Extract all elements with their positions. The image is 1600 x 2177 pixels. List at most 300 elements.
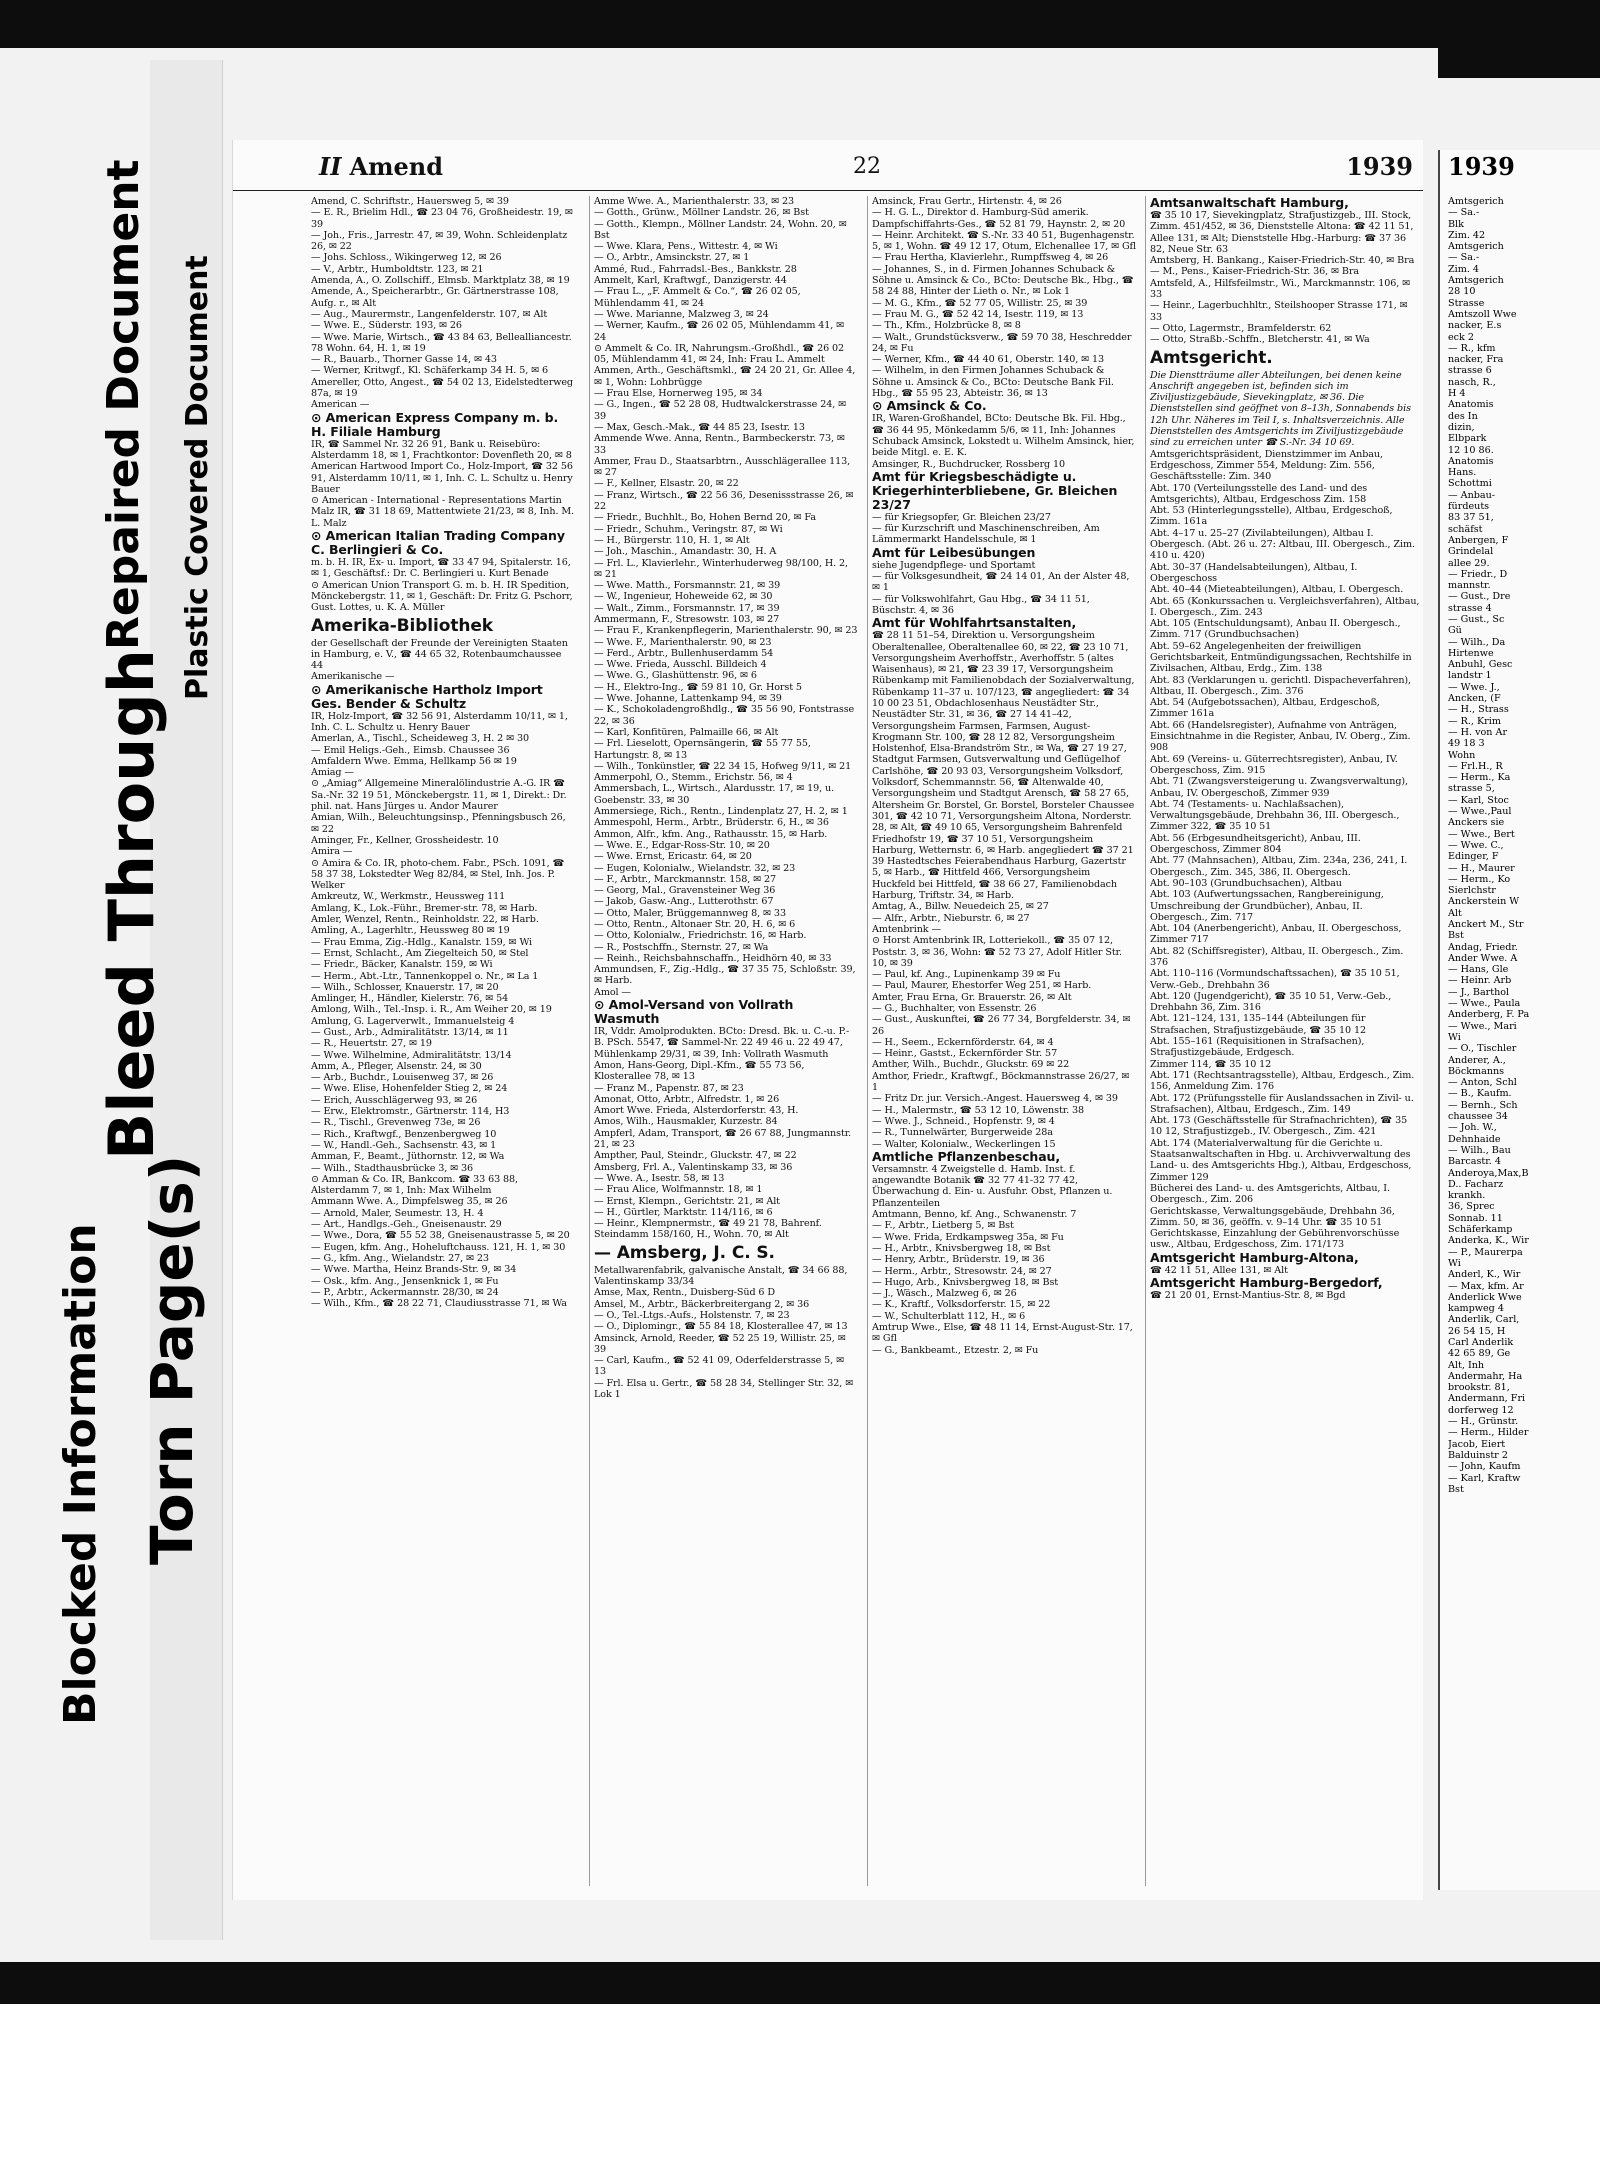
directory-entry: — Joh., Maschin., Amandastr. 30, H. A	[594, 546, 777, 558]
directory-entry: American Hartwood Import Co., Holz-Import, ☎ 32 56 91, Alsterdamm 10/11, ✉ 1, Inh. C. L. Schultz u. Henry Bauer	[311, 461, 573, 495]
page-year: 1939	[1346, 152, 1413, 181]
directory-entry: siehe Jugendpflege- und Sportamt	[872, 559, 1036, 571]
adjacent-page-line: Amtsgerich	[1448, 196, 1504, 207]
directory-entry: Amerikanische —	[311, 671, 395, 683]
adjacent-page-line: krankh.	[1448, 1190, 1486, 1202]
directory-entry: Abt. 170 (Verteilungsstelle des Land- und des Amtsgerichts), Altbau, Erdgeschoss Zim. 158	[1150, 482, 1368, 505]
directory-entry: Abt. 171 (Rechtsantragsstelle), Altbau, Erdgesch., Zim. 156, Anmeldung Zim. 176	[1150, 1069, 1415, 1093]
directory-entry: — Wwe. Marie, Wirtsch., ☎ 43 84 63, Bellealliancestr. 78 Wohn. 64, H. 1, ✉ 19	[311, 331, 572, 354]
directory-entry: — Aug., Maurermstr., Langenfelderstr. 107, ✉ Alt	[311, 308, 548, 320]
adjacent-page-line: Hirtenwe	[1448, 647, 1494, 659]
directory-entry: — Wwe. G., Glashüttenstr. 96, ✉ 6	[594, 670, 757, 682]
directory-entry: — Eugen, kfm. Ang., Hoheluftchauss. 121, H. 1, ✉ 30	[311, 1241, 566, 1253]
directory-entry: ⊙ Amman & Co. IR, Bankcom. ☎ 33 63 88, Alsterdamm 7, ✉ 1, Inh: Max Wilhelm	[311, 1173, 518, 1197]
directory-entry: Ampferl, Adam, Transport, ☎ 26 67 88, Jungmannstr. 21, ✉ 23	[594, 1127, 852, 1151]
directory-entry: — Wwe. Martha, Heinz Brands-Str. 9, ✉ 34	[311, 1264, 517, 1276]
directory-entry: Amfaldern Wwe. Emma, Hellkamp 56 ✉ 19	[311, 755, 517, 767]
directory-entry: — G., Bankbeamt., Etzestr. 2, ✉ Fu	[872, 1344, 1039, 1356]
adjacent-page-line: fürdeuts	[1448, 501, 1490, 513]
directory-entry: Abt. 103 (Aufwertungssachen, Rangbereinigung, Umschreibung der Grundbücher), Anbau, II. Obergesch., Zim. 717	[1150, 889, 1384, 923]
adjacent-page-line: — Herm., Ka	[1448, 772, 1511, 784]
directory-entry: — Arnold, Maler, Seumestr. 13, H. 4	[311, 1207, 484, 1219]
directory-entry: Gerichtskasse, Verwaltungsgebäude, Drehbahn 36, Zimm. 50, ✉ 36, geöffn. v. 9–14 Uhr. ☎ 35 10 51	[1150, 1205, 1395, 1228]
directory-entry: — Karl, Konfitüren, Palmaille 66, ✉ Alt	[594, 726, 779, 738]
directory-entry: Amereller, Otto, Angest., ☎ 54 02 13, Eidelstedterweg 87a, ✉ 19	[311, 376, 573, 400]
directory-entry: — Herm., Abt.-Ltr., Tannenkoppel o. Nr., ✉ La 1	[311, 970, 539, 982]
adjacent-page-line: Edinger, F	[1448, 851, 1499, 863]
directory-entry: Abt. 83 (Verklarungen u. gerichtl. Dispacheverfahren), Altbau, II. Obergesch., Zim. 376	[1150, 674, 1411, 697]
directory-entry: — J., Wäsch., Malzweg 6, ✉ 26	[872, 1288, 1017, 1300]
adjacent-page-line: Schottmi	[1448, 478, 1492, 490]
label-torn-pages: Torn Page(s)	[138, 1154, 206, 1565]
directory-entry: — H. G. L., Direktor d. Hamburg-Süd amerik. Dampfschiffahrts-Ges., ☎ 52 81 79, Haynstr. 2, ✉ 20	[872, 207, 1126, 230]
directory-entry: Abt. 121–124, 131, 135–144 (Abteilungen für Strafsachen, Strafjustizgebäude, ☎ 35 10 12	[1150, 1013, 1366, 1036]
adjacent-page-line: Anckert M., Str	[1448, 919, 1524, 930]
adjacent-page-line: Schäferkamp	[1448, 1224, 1513, 1236]
adjacent-page-line: Carl Anderlik	[1448, 1336, 1514, 1348]
directory-entry: ⊙ Amsinck & Co.	[872, 398, 987, 414]
directory-entry: — Art., Handlgs.-Geh., Gneisenaustr. 29	[311, 1219, 502, 1231]
directory-entry: — H., Bürgerstr. 110, H. 1, ✉ Alt	[594, 534, 750, 546]
directory-entry: Abt. 120 (Jugendgericht), ☎ 35 10 51, Verw.-Geb., Drehbahn 36, Zim. 316	[1150, 990, 1392, 1014]
directory-entry: Amler, Wenzel, Rentn., Reinholdstr. 22, ✉ Harb.	[311, 914, 539, 926]
adjacent-page-line: des In	[1448, 410, 1478, 422]
directory-entry: American —	[311, 399, 370, 411]
directory-entry: Amter, Frau Erna, Gr. Brauerstr. 26, ✉ Alt	[872, 991, 1072, 1003]
label-bleed-through: Bleed Through	[95, 649, 168, 1160]
directory-entry: Abt. 173 (Geschäftsstelle für Strafnachrichten), ☎ 35 10 12, Strafjustizgeb., IV. Obergesch., Zim. 421	[1150, 1115, 1408, 1138]
adjacent-page-line: H 4	[1448, 388, 1466, 400]
directory-entry: — E. R., Brielim Hdl., ☎ 23 04 76, Großheidestr. 19, ✉ 39	[311, 207, 573, 230]
adjacent-page-line: — Wwe.,Paul	[1448, 806, 1512, 818]
directory-entry: Abt. 90–103 (Grundbuchsachen), Altbau	[1150, 877, 1342, 889]
adjacent-page-line: strasse 5,	[1448, 783, 1495, 795]
directory-entry: Abt. 172 (Prüfungsstelle für Auslandssachen in Zivil- u. Strafsachen), Altbau, Erdgesch., Zim. 149	[1150, 1092, 1414, 1115]
adjacent-page-line: 42 65 89, Ge	[1448, 1348, 1511, 1360]
adjacent-page-line: Sierlchstr	[1448, 885, 1496, 897]
column-1	[311, 196, 575, 1886]
adjacent-page-line: Barcastr. 4	[1448, 1156, 1501, 1168]
directory-entry: Amon, Hans-Georg, Dipl.-Kfm., ☎ 55 73 56, Klosterallee 78, ✉ 13	[594, 1059, 805, 1083]
directory-entry: — H., Seem., Eckernförderstr. 64, ✉ 4	[872, 1036, 1054, 1048]
adjacent-page-column	[1448, 196, 1600, 1886]
directory-entry: — Gotth., Klempn., Möllner Landstr. 24, Wohn. 20, ✉ Bst	[594, 218, 847, 241]
directory-entry: Abt. 77 (Mahnsachen), Altbau, Zim. 234a, 236, 241, I. Obergesch., Zim. 345, 386, II. Obergesch.	[1150, 855, 1408, 878]
directory-entry: — für Volksgesundheit, ☎ 24 14 01, An der Alster 48, ✉ 1	[872, 571, 1130, 594]
directory-entry: — V., Arbtr., Humboldtstr. 123, ✉ 21	[311, 263, 484, 275]
directory-entry: — Eugen, Kolonialw., Wielandstr. 32, ✉ 23	[594, 862, 796, 874]
adjacent-page-line: — Heinr. Arb	[1448, 975, 1512, 987]
directory-entry: Abt. 82 (Schiffsregister), Altbau, II. Obergesch., Zim. 376	[1150, 945, 1404, 968]
directory-entry: — Friedr., Schuhm., Veringstr. 87, ✉ Wi	[594, 523, 783, 535]
directory-entry: — Th., Kfm., Holzbrücke 8, ✉ 8	[872, 320, 1021, 332]
adjacent-page-line: strasse 4	[1448, 602, 1492, 614]
directory-entry: — Werner, Kfm., ☎ 44 40 61, Oberstr. 140, ✉ 13	[872, 354, 1105, 366]
label-blocked-information: Blocked Information	[55, 1223, 106, 1725]
directory-entry: — O., Arbtr., Amsinckstr. 27, ✉ 1	[594, 252, 750, 264]
directory-entry: — Franz M., Papenstr. 87, ✉ 23	[594, 1082, 744, 1094]
adjacent-page-line: 83 37 51,	[1448, 512, 1494, 524]
directory-entry: — Georg, Mal., Gravensteiner Weg 36	[594, 885, 776, 897]
directory-entry: Die Dienstträume aller Abteilungen, bei denen keine Anschrift angegeben ist, befinden sich im Ziviljustizgebäude, Sievekingplatz, ✉ 36. Die Dienststellen sind geöffnet von 8–13h, Sonnabends bis 12h Uhr. Näheres im Teil I, s. Inhaltsverzeichnis. Alle Dienststellen des Amtsgerichts im Ziviljustizgebäude sind zu erreichen unter ☎ S.-Nr. 34 10 69.	[1150, 369, 1411, 449]
directory-page	[232, 140, 1423, 1900]
directory-entry: Abt. 59–62 Angelegenheiten der freiwilligen Gerichtsbarkeit, Entmündigungssachen, Rechtshilfe in Zivilsachen, Altbau, Erdg., Zim. 138	[1150, 640, 1412, 675]
directory-entry: — Ferd., Arbtr., Bullenhuserdamm 54	[594, 647, 774, 659]
directory-entry: IR, Waren-Großhandel, BCto: Deutsche Bk. Fil. Hbg., ☎ 36 44 95, Mönkedamm 5/6, ✉ 11, Inh: Johannes Schuback Amsinck, Lokstedt u. Wilhelm Amsinck, hier, beide Mitgl. e. E. K.	[872, 413, 1135, 459]
adjacent-page-line: Anbergen, F	[1448, 534, 1509, 546]
directory-entry: — Wilhelm, in den Firmen Johannes Schuback & Söhne u. Amsinck & Co., BCto: Deutsche Bank Fil. Hbg., ☎ 55 95 23, Abteistr. 36, ✉ 13	[872, 365, 1114, 400]
directory-entry: — Walter, Kolonialw., Weckerlingen 15	[872, 1138, 1056, 1150]
scan-border-top	[0, 0, 1600, 48]
adjacent-page-line: Amtsgerich	[1448, 275, 1504, 287]
directory-entry: — F., Arbtr., Lietberg 5, ✉ Bst	[872, 1220, 1014, 1232]
adjacent-page-line: Hans.	[1448, 467, 1477, 479]
directory-entry: — Gotth., Grünw., Möllner Landstr. 26, ✉ Bst	[594, 207, 809, 219]
directory-entry: — M. G., Kfm., ☎ 52 77 05, Willistr. 25, ✉ 39	[872, 297, 1088, 309]
directory-entry: Amlinger, H., Händler, Kielerstr. 76, ✉ 54	[311, 993, 509, 1005]
directory-entry: — Frau Hertha, Klavierlehr., Rumpffsweg 4, ✉ 26	[872, 252, 1109, 264]
directory-entry: Amonat, Otto, Arbtr., Alfredstr. 1, ✉ 26	[594, 1093, 780, 1105]
directory-entry: — W., Ingenieur, Hoheweide 62, ✉ 30	[594, 591, 773, 603]
directory-entry: Amian, Wilh., Beleuchtungsinsp., Pfenningsbusch 26, ✉ 22	[311, 812, 566, 835]
directory-entry: — Frau Alice, Wolfmannstr. 18, ✉ 1	[594, 1184, 763, 1196]
directory-entry: Abt. 69 (Vereins- u. Güterrechtsregister), Anbau, IV. Obergeschoss, Zim. 915	[1150, 753, 1398, 776]
adjacent-page-line: brookstr. 81,	[1448, 1382, 1510, 1394]
adjacent-page-line: — Wwe. C.,	[1448, 839, 1504, 851]
directory-entry: Abt. 71 (Zwangsversteigerung u. Zwangsverwaltung), Anbau, IV. Obergeschoß, Zimmer 939	[1150, 776, 1408, 799]
directory-entry: Abt. 54 (Aufgebotssachen), Altbau, Erdgeschoß, Zimmer 161a	[1150, 697, 1380, 720]
directory-entry: Amtsfeld, A., Hilfsfeilmstr., Wi., Marckmannstr. 106, ✉ 33	[1150, 277, 1411, 301]
directory-entry: — Carl, Kaufm., ☎ 52 41 09, Oderfelderstrasse 5, ✉ 13	[594, 1355, 845, 1378]
adjacent-page-line: Böckmanns	[1448, 1065, 1505, 1077]
directory-entry: — R., Postschffn., Sternstr. 27, ✉ Wa	[594, 941, 769, 953]
directory-entry: Amm, A., Pfleger, Alsenstr. 24, ✉ 30	[311, 1060, 482, 1072]
directory-entry: — Wilh., Tonkünstler, ☎ 22 34 15, Hofweg 9/11, ✉ 21	[594, 760, 852, 772]
adjacent-page-line: — Wwe., Bert	[1448, 828, 1515, 840]
directory-entry: — Henry, Arbtr., Brüderstr. 19, ✉ 36	[872, 1254, 1045, 1266]
adjacent-page-line: Wi	[1448, 1031, 1461, 1043]
directory-entry: IR, Vddr. Amolprodukten. BCto: Dresd. Bk. u. C.-u. P.-B. PSch. 5547, ☎ Sammel-Nr. 22 49 46 u. 22 49 47, Mühlenkamp 29/31, ✉ 39, Inh: Vollrath Wasmuth	[594, 1026, 850, 1060]
directory-entry: Abt. 155–161 (Requisitionen in Strafsachen), Strafjustizgebäude, Erdgesch.	[1150, 1036, 1365, 1059]
page-header	[233, 140, 1423, 191]
adjacent-page-line: Zim. 4	[1448, 263, 1480, 275]
adjacent-page-line: — H., Grünstr.	[1448, 1416, 1519, 1428]
directory-entry: Ammelt, Karl, Kraftwgf., Danzigerstr. 44	[594, 275, 787, 287]
directory-entry: — Wilh., Schlosser, Knauerstr. 17, ✉ 20	[311, 981, 499, 993]
directory-entry: ⊙ American - International - Representations Martin Malz IR, ☎ 31 18 69, Mattentwiete 21/23, ✉ 8, Inh. M. L. Malz	[311, 495, 575, 529]
adjacent-page-line: Alt, Inh	[1448, 1359, 1485, 1371]
adjacent-page-line: Andermahr, Ha	[1448, 1370, 1523, 1382]
directory-entry: Ammon, Alfr., kfm. Ang., Rathausstr. 15, ✉ Harb.	[594, 828, 828, 840]
adjacent-page-line: Andermann, Fri	[1448, 1393, 1526, 1405]
adjacent-page-line: — H., Maurer	[1448, 862, 1515, 874]
directory-entry: Abt. 40–44 (Mieteabteilungen), Altbau, I. Obergesch.	[1150, 584, 1404, 596]
directory-entry: Amtenbrink —	[872, 923, 941, 935]
directory-entry: Abt. 110–116 (Vormundschaftssachen), ☎ 35 10 51, Verw.-Geb., Drehbahn 36	[1150, 968, 1400, 991]
directory-entry: — Reinh., Reichsbahnschaffn., Heidhörn 40, ✉ 33	[594, 952, 832, 964]
adjacent-page-line: — Karl, Stoc	[1448, 794, 1509, 806]
directory-entry: — Walt., Zimm., Forsmannstr. 17, ✉ 39	[594, 602, 780, 614]
directory-entry: — Paul, kf. Ang., Lupinenkamp 39 ✉ Fu	[872, 969, 1061, 981]
directory-entry: Amtsgericht Hamburg-Bergedorf,	[1150, 1275, 1383, 1291]
adjacent-page-line: Anderka, K., Wir	[1448, 1235, 1529, 1247]
directory-entry: — Wwe. Wilhelmine, Admiralitätstr. 13/14	[311, 1049, 512, 1061]
directory-entry: Amther, Wilh., Buchdr., Gluckstr. 69 ✉ 22	[872, 1059, 1070, 1071]
adjacent-page-line: Anbuhl, Gesc	[1448, 659, 1513, 671]
directory-entry: — Wwe. E., Edgar-Ross-Str. 10, ✉ 20	[594, 839, 770, 851]
adjacent-page	[1438, 150, 1600, 1890]
directory-entry: — Wwe. Klara, Pens., Wittestr. 4, ✉ Wi	[594, 241, 778, 253]
directory-entry: — Hugo, Arb., Knivsbergweg 18, ✉ Bst	[872, 1276, 1059, 1288]
directory-entry: Amsel, M., Arbtr., Bäckerbreitergang 2, ✉ 36	[594, 1298, 810, 1310]
directory-entry: Amsinck, Arnold, Reeder, ☎ 52 25 19, Willistr. 25, ✉ 39	[594, 1332, 846, 1355]
directory-entry: — Gust., Auskunftei, ☎ 26 77 34, Borgfelderstr. 34, ✉ 26	[872, 1014, 1131, 1037]
directory-entry: — Otto, Rentn., Altonaer Str. 20, H. 6, ✉ 6	[594, 919, 796, 930]
adjacent-page-line: — Herm., Ko	[1448, 873, 1511, 885]
adjacent-page-line: Anderl, K., Wir	[1448, 1269, 1521, 1281]
directory-entry: — Frl. L., Klavierlehr., Winterhuderweg 98/100, H. 2, ✉ 21	[594, 557, 848, 580]
directory-entry: Metallwarenfabrik, galvanische Anstalt, ☎ 34 66 88, Valentinskamp 33/34	[594, 1264, 848, 1288]
directory-entry: ⊙ „Amiag“ Allgemeine Mineralölindustrie A.-G. IR ☎ Sa.-Nr. 32 19 51, Mönckebergstr. 11, ✉ 1, Direkt.: Dr. phil. nat. Hans Jürges u. Andor Maurer	[311, 778, 567, 813]
directory-entry: — O., Diplomingr., ☎ 55 84 18, Klosterallee 47, ✉ 13	[594, 1321, 848, 1333]
directory-entry: Amling, A., Lagerhltr., Heussweg 80 ✉ 19	[311, 925, 510, 937]
directory-entry: — F., Arbtr., Marckmannstr. 158, ✉ 27	[594, 873, 777, 885]
directory-entry: ☎ 35 10 17, Sievekingplatz, Strafjustizgeb., III. Stock, Zimm. 451/452, ✉ 36, Dienststelle Altona: ☎ 42 11 51, Allee 131, ✉ Alt; Dienststelle Hbg.-Harburg: ☎ 37 36 82, Neue Str. 63	[1150, 210, 1414, 255]
directory-entry: — Johannes, S., in d. Firmen Johannes Schuback & Söhne u. Amsinck & Co., BCto: Deutsche Bk., Hbg., ☎ 58 24 88, Hinter der Lieth o. Nr., ✉ Lok 1	[872, 263, 1134, 298]
directory-entry: — R., Tunnelwärter, Burgerweide 28a	[872, 1127, 1053, 1139]
directory-entry: Abt. 104 (Anerbengericht), Anbau, II. Obergeschoss, Zimmer 717	[1150, 923, 1402, 946]
directory-entry: — Werner, Kaufm., ☎ 26 02 05, Mühlendamm 41, ✉ 24	[594, 320, 845, 343]
directory-entry: Amtsgericht.	[1150, 347, 1273, 368]
adjacent-page-line: — Anbau-	[1448, 489, 1496, 501]
directory-entry: Amtsanwaltschaft Hamburg,	[1150, 196, 1349, 210]
directory-entry: ⊙ American Union Transport G. m. b. H. IR Spedition, Mönckebergstr. 11, ✉ 1, Geschäft: Dr. Fritz G. Pschorr, Gust. Lottes, u. K. A. Müller	[311, 579, 573, 614]
directory-entry: ⊙ Amol-Versand von Vollrath Wasmuth	[594, 997, 794, 1027]
directory-entry: — H., Gürtler, Marktstr. 114/116, ✉ 6	[594, 1206, 773, 1218]
adjacent-page-line: — Wilh., Bau	[1448, 1144, 1511, 1156]
directory-entry: Amkreutz, W., Werkmstr., Heussweg 111	[311, 891, 506, 903]
directory-entry: Amtsgericht Hamburg-Altona,	[1150, 1249, 1359, 1265]
adjacent-page-line: 49 18 3	[1448, 738, 1485, 750]
directory-entry: Bücherei des Land- u. des Amtsgerichts, Altbau, I. Obergesch., Zim. 206	[1150, 1182, 1390, 1206]
adjacent-page-line: Anatomis	[1448, 399, 1494, 411]
adjacent-page-line: — Gust., Dre	[1448, 591, 1511, 603]
adjacent-page-line: Balduinstr 2	[1448, 1449, 1508, 1461]
directory-entry: — Werner, Kritwgf., Kl. Schäferkamp 34 H. 5, ✉ 6	[311, 365, 548, 377]
directory-entry: Ampther, Paul, Steindr., Gluckstr. 47, ✉ 22	[594, 1150, 797, 1162]
directory-entry: Abt. 4–17 u. 25–27 (Zivilabteilungen), Altbau I. Obergesch. (Abt. 26 u. 27: Altbau, III. Obergesch., Zim. 410 u. 420)	[1150, 527, 1415, 562]
adjacent-page-line: — Anton, Schl	[1448, 1077, 1517, 1089]
adjacent-page-line: — R., kfm	[1448, 342, 1496, 354]
adjacent-page-line: nasch, R.,	[1448, 376, 1496, 388]
directory-entry: — Wwe. Elise, Hohenfelder Stieg 2, ✉ 24	[311, 1083, 508, 1095]
directory-entry: Amlang, K., Lok.-Führ., Bremer-str. 78, ✉ Harb.	[311, 902, 538, 914]
directory-entry: Ammen, Arth., Geschäftsmkl., ☎ 24 20 21, Gr. Allee 4, ✉ 1, Wohn: Lohbrügge	[594, 365, 856, 388]
directory-entry: — H., Arbtr., Knivsbergweg 18, ✉ Bst	[872, 1242, 1051, 1254]
directory-entry: — Erw., Elektromstr., Gärtnerstr. 114, H3	[311, 1106, 510, 1118]
directory-entry: — Walt., Grundstücksverw., ☎ 59 70 38, Heschredder 24, ✉ Fu	[872, 331, 1132, 354]
adjacent-page-line: Anckerstein W	[1448, 896, 1520, 908]
directory-entry: ☎ 21 20 01, Ernst-Mantius-Str. 8, ✉ Bgd	[1150, 1290, 1346, 1302]
directory-entry: Ammundsen, F., Zig.-Hdlg., ☎ 37 35 75, Schloßstr. 39, ✉ Harb.	[594, 964, 856, 987]
directory-entry: m. b. H. IR, Ex- u. Import, ☎ 33 47 94, Spitalerstr. 16, ✉ 1, Geschäftsf.: Dr. C. Berlingieri u. Kurt Benade	[311, 557, 571, 580]
directory-entry: — Joh., Fris., Jarrestr. 47, ✉ 39, Wohn. Schleidenplatz 26, ✉ 22	[311, 229, 568, 253]
directory-entry: Amsberg, Frl. A., Valentinskamp 33, ✉ 36	[594, 1161, 793, 1173]
directory-entry: — G., Ingen., ☎ 52 28 08, Hudtwalckerstrasse 24, ✉ 39	[594, 399, 847, 422]
directory-entry: — Max, Gesch.-Mak., ☎ 44 85 23, Isestr. 13	[594, 421, 805, 433]
directory-entry: — F., Kellner, Elsastr. 20, ✉ 22	[594, 478, 739, 490]
directory-entry: Amerika-Bibliothek	[311, 615, 493, 636]
directory-entry: — Frau Else, Hornerweg 195, ✉ 34	[594, 388, 763, 400]
directory-entry: — R., Heuertstr. 27, ✉ 19	[311, 1038, 432, 1050]
directory-entry: — Paul, Maurer, Ehestorfer Weg 251, ✉ Harb.	[872, 980, 1092, 992]
adjacent-page-line: dizin,	[1448, 421, 1475, 433]
directory-entry: — G., Buchhalter, von Essenstr. 26	[872, 1003, 1037, 1014]
directory-entry: — Arb., Buchdr., Louisenweg 37, ✉ 26	[311, 1072, 494, 1084]
adjacent-page-line: Sonnab. 11	[1448, 1212, 1503, 1224]
directory-entry: — R., Tischl., Grevenweg 73e, ✉ 26	[311, 1117, 481, 1129]
directory-entry: Amol —	[594, 986, 631, 998]
adjacent-page-line: Amtszoll Wwe	[1448, 308, 1517, 320]
column-2	[589, 196, 858, 1886]
directory-entry: — Alfr., Arbtr., Nieburstr. 6, ✉ 27	[872, 912, 1030, 924]
directory-entry: ⊙ Ammelt & Co. IR, Nahrungsm.-Großhdl., ☎ 26 02 05, Mühlendamm 41, ✉ 24, Inh: Frau L. Ammelt	[594, 342, 845, 366]
volume-roman: II	[319, 152, 342, 181]
directory-entry: Aminger, Fr., Kellner, Grossheidestr. 10	[311, 834, 499, 846]
adjacent-page-line: Dehnhaide	[1448, 1133, 1501, 1145]
directory-entry: IR, ☎ Sammel Nr. 32 26 91, Bank u. Reisebüro: Alsterdamm 18, ✉ 1, Frachtkontor: Dovenfleth 20, ✉ 8	[311, 438, 572, 461]
directory-entry: — Frau M. G., ☎ 52 42 14, Isestr. 119, ✉ 13	[872, 308, 1084, 320]
adjacent-page-line: Ander Wwe. A	[1448, 952, 1518, 964]
column-4	[1145, 196, 1420, 1886]
adjacent-page-line: — Herm., Hilder	[1448, 1427, 1529, 1439]
directory-entry: — W., Schulterblatt 112, H., ✉ 6	[872, 1310, 1026, 1322]
adjacent-page-line: Zim. 42	[1448, 229, 1486, 241]
adjacent-page-line: — R., Krim	[1448, 715, 1501, 727]
directory-entry: ⊙ Amira & Co. IR, photo-chem. Fabr., PSch. 1091, ☎ 58 37 38, Lokstedter Weg 82/84, ✉ Stel, Inh. Jos. P. Welker	[311, 857, 565, 892]
adjacent-page-line: — Joh. W.,	[1448, 1122, 1497, 1134]
adjacent-page-line: kampweg 4	[1448, 1303, 1504, 1315]
adjacent-page-line: Andag, Friedr.	[1448, 941, 1518, 953]
adjacent-page-line: — Sa.-	[1448, 207, 1480, 219]
adjacent-page-line: — Hans, Gle	[1448, 964, 1509, 976]
directory-entry: — Otto, Straßb.-Schffn., Bletcherstr. 41, ✉ Wa	[1150, 334, 1370, 346]
directory-entry: — Ernst, Klempn., Gerichtstr. 21, ✉ Alt	[594, 1195, 780, 1207]
directory-entry: Amlong, Wilh., Tel.-Insp. i. R., Am Weiher 20, ✉ 19	[311, 1004, 552, 1016]
adjacent-page-line: Anderer, A.,	[1448, 1054, 1506, 1066]
adjacent-page-line: — H., Strass	[1448, 704, 1509, 716]
adjacent-page-line: — O., Tischler	[1448, 1043, 1517, 1055]
directory-entry: — Gust., Arb., Admiralitätstr. 13/14, ✉ 11	[311, 1027, 509, 1038]
directory-entry: — Wwe. J., Schneid., Hopfenstr. 9, ✉ 4	[872, 1115, 1055, 1127]
directory-entry: — Frl. Lieselott, Opernsängerin, ☎ 55 77 55, Hartungstr. 8, ✉ 13	[594, 738, 811, 761]
directory-entry: — für Kurzschrift und Maschinenschreiben, Am Lämmermarkt Handelsschule, ✉ 1	[872, 523, 1100, 546]
directory-entry: Amse, Max, Rentn., Duisberg-Süd 6 D	[594, 1287, 775, 1299]
directory-entry: der Gesellschaft der Freunde der Vereinigten Staaten in Hamburg, e. V., ☎ 44 65 32, Rotenbaumchaussee 44	[311, 637, 568, 672]
directory-entry: — Wwe. Matth., Forsmannstr. 21, ✉ 39	[594, 580, 781, 592]
column-3	[867, 196, 1136, 1886]
directory-entry: — Emil Heligs.-Geh., Eimsb. Chaussee 36	[311, 744, 510, 756]
directory-entry: — Herm., Arbtr., Stresowstr. 24, ✉ 27	[872, 1265, 1052, 1277]
adjacent-page-line: Anderlick Wwe	[1448, 1291, 1522, 1303]
directory-entry: — Jakob, Gasw.-Ang., Lutterothstr. 67	[594, 896, 774, 908]
adjacent-page-line: — Gust., Sc	[1448, 613, 1505, 625]
directory-entry: Abt. 74 (Testaments- u. Nachlaßsachen), Verwaltungsgebäude, Drehbahn 36, III. Obergesch., Zimmer 322, ☎ 35 10 51	[1150, 798, 1400, 833]
adjacent-page-line: — Sa.-	[1448, 252, 1480, 264]
adjacent-page-line: — P., Maurerpa	[1448, 1246, 1523, 1258]
directory-entry: Ammann Wwe. A., Dimpfelsweg 35, ✉ 26	[311, 1196, 508, 1208]
directory-entry: Amenda, A., O. Zollschiff., Elmsb. Marktplatz 38, ✉ 19	[311, 275, 570, 287]
running-head	[319, 152, 443, 181]
directory-entry: Amtmann, Benno, kf. Ang., Schwanenstr. 7	[872, 1209, 1077, 1221]
page-number: 22	[853, 154, 881, 179]
adjacent-page-line: — J., Barthol	[1448, 986, 1510, 998]
directory-entry: Amira —	[311, 846, 353, 858]
directory-entry: ⊙ Amerikanische Hartholz Import Ges. Bender & Schultz	[311, 681, 543, 711]
directory-entry: — Wwe. A., Isestr. 58, ✉ 13	[594, 1172, 725, 1184]
adjacent-page-line: Anatomis	[1448, 455, 1494, 467]
directory-entry: Amt für Wohlfahrtsanstalten,	[872, 615, 1077, 631]
adjacent-page-line: — Karl, Kraftw	[1448, 1472, 1521, 1484]
adjacent-page-line: — Wilh., Da	[1448, 636, 1506, 648]
directory-entry: Ammespohl, Herm., Arbtr., Brüderstr. 6, H., ✉ 36	[594, 817, 829, 829]
adjacent-page-line: strasse 6	[1448, 365, 1492, 377]
label-plastic-covered: Plastic Covered Document	[180, 255, 215, 700]
adjacent-page-line: — Bernh., Sch	[1448, 1099, 1518, 1111]
directory-entry: Amend, C. Schriftstr., Hauersweg 5, ✉ 39	[311, 196, 509, 207]
directory-entry: Amt für Leibesübungen	[872, 544, 1036, 560]
directory-entry: — P., Arbtr., Ackermannstr. 28/30, ✉ 24	[311, 1286, 499, 1298]
directory-entry: Amiag —	[311, 767, 354, 779]
directory-entry: Zimmer 114, ☎ 35 10 12	[1150, 1058, 1272, 1070]
adjacent-page-line: Grindelal	[1448, 546, 1494, 558]
directory-entry: — Amsberg, J. C. S.	[594, 1242, 775, 1263]
adjacent-page-line: — Wwe. J.,	[1448, 681, 1500, 693]
adjacent-page-line: Strasse	[1448, 297, 1485, 309]
directory-entry: — Heinr., Gastst., Eckernförder Str. 57	[872, 1048, 1058, 1060]
directory-entry: — K., Schokoladengroßhdlg., ☎ 35 56 90, Fontstrasse 22, ✉ 36	[594, 704, 855, 727]
directory-entry: Amthor, Friedr., Kraftwgf., Böckmannstrasse 26/27, ✉ 1	[872, 1070, 1130, 1094]
directory-entry: Ammé, Rud., Fahrradsl.-Bes., Bankkstr. 28	[594, 263, 797, 275]
directory-entry: — Wwe. Ernst, Ericastr. 64, ✉ 20	[594, 851, 752, 863]
adjacent-page-line: 28 10	[1448, 286, 1476, 298]
adjacent-page-year: 1939	[1448, 152, 1515, 181]
directory-entry: — Rich., Kraftwgf., Benzenbergweg 10	[311, 1128, 497, 1140]
adjacent-page-line: — Frl.H., R	[1448, 760, 1503, 772]
adjacent-page-line: D.. Facharz	[1448, 1178, 1504, 1190]
adjacent-page-line: Bst	[1448, 930, 1464, 942]
adjacent-page-line: Wi	[1448, 1257, 1461, 1269]
directory-entry: — Johs. Schloss., Wikingerweg 12, ✉ 26	[311, 252, 502, 264]
directory-entry: Amsinck, Frau Gertr., Hirtenstr. 4, ✉ 26	[872, 196, 1062, 207]
adjacent-page-line: Elbpark	[1448, 433, 1487, 445]
adjacent-page-line: Blk	[1448, 218, 1464, 230]
directory-entry: IR, Holz-Import, ☎ 32 56 91, Alsterdamm 10/11, ✉ 1, Inh. C. L. Schultz u. Henry Bauer	[311, 710, 568, 733]
adjacent-page-line: — Max, kfm. Ar	[1448, 1280, 1524, 1292]
adjacent-page-line: nacker, Fra	[1448, 354, 1504, 366]
adjacent-page-line: Alt	[1448, 907, 1462, 919]
directory-entry: — Frau L., „F. Ammelt & Co.“, ☎ 26 02 05, Mühlendamm 41, ✉ 24	[594, 286, 801, 309]
directory-entry: — Wwe. F., Marienthalerstr. 90, ✉ 23	[594, 636, 772, 648]
directory-entry: Amos, Wilh., Hausmakler, Kurzestr. 84	[594, 1116, 778, 1128]
adjacent-page-line: Gü	[1448, 625, 1462, 637]
directory-entry: — Wwe. Frieda, Ausschl. Billdeich 4	[594, 659, 767, 671]
directory-entry: Amort Wwe. Frieda, Alsterdorferstr. 43, H.	[594, 1105, 799, 1117]
directory-entry: Ammer, Frau D., Staatsarbtrn., Ausschlägerallee 113, ✉ 27	[594, 455, 851, 479]
adjacent-page-line: 36, Sprec	[1448, 1201, 1495, 1213]
directory-entry: ⊙ American Express Company m. b. H. Filiale Hamburg	[311, 409, 559, 439]
directory-entry: Amlung, G. Lagerverwlt., Immanuelsteig 4	[311, 1015, 515, 1027]
